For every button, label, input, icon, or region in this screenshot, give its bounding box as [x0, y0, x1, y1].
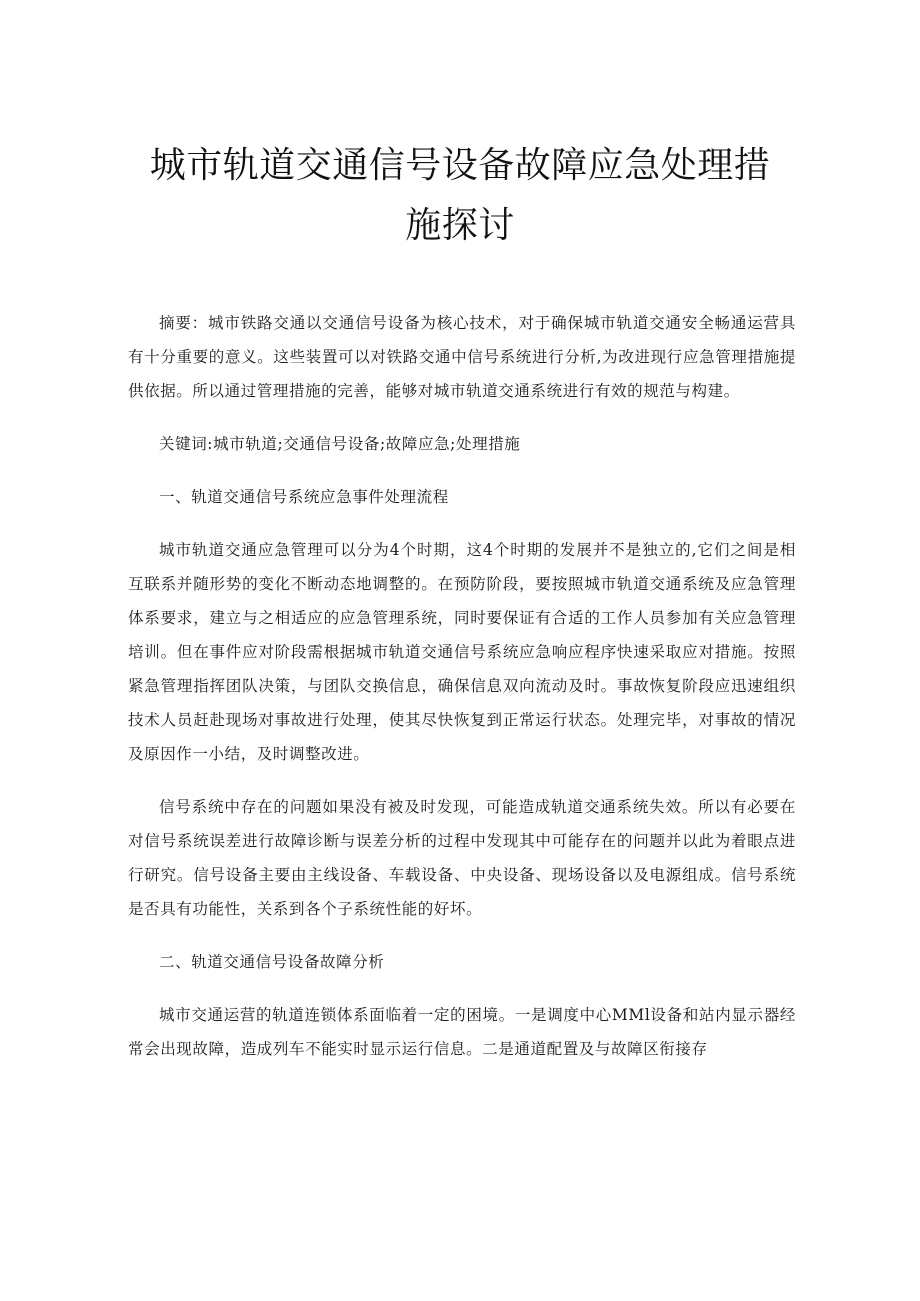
- keywords-line: 关键词:城市轨道;交通信号设备;故障应急;处理措施: [159, 435, 521, 453]
- document-title: [120, 136, 800, 256]
- section-2-paragraph-1: 城市交通运营的轨道连锁体系面临着一定的困境。一是调度中心MMl设备和站内显示器经常会出现故障，造成列车不能实时显示运行信息。二是通道配置及与故障区衔接存: [128, 1006, 796, 1058]
- abstract-paragraph: 摘要：城市铁路交通以交通信号设备为核心技术，对于确保城市轨道交通安全畅通运营具有十分重要的意义。这些装置可以对铁路交通中信号系统进行分析,为改进现行应急管理措施提供依据。所以通过管理措施的完善，能够对城市轨道交通系统进行有效的规范与构建。: [128, 314, 796, 400]
- title-line-1: 城市轨道交通信号设备故障应急处理措: [149, 145, 771, 186]
- section-1-paragraph-2: 信号系统中存在的问题如果没有被及时发现，可能造成轨道交通系统失效。所以有必要在对信号系统误差进行故障诊断与误差分析的过程中发现其中可能存在的问题并以此为着眼点进行研究。信号设备主要由主线设备、车载设备、中央设备、现场设备以及电源组成。信号系统是否具有功能性，关系到各个子系统性能的好坏。: [128, 798, 796, 918]
- section-1-heading: 一、轨道交通信号系统应急事件处理流程: [159, 488, 449, 506]
- section-2-heading: 二、轨道交通信号设备故障分析: [159, 953, 385, 971]
- section-1-paragraph-1: 城市轨道交通应急管理可以分为4个时期，这4个时期的发展并不是独立的,它们之间是相互联系并随形势的变化不断动态地调整的。在预防阶段，要按照城市轨道交通系统及应急管理体系要求，建立与之相适应的应急管理系统，同时要保证有合适的工作人员参加有关应急管理培训。但在事件应对阶段需根据城市轨道交通信号系统应急响应程序快速采取应对措施。按照紧急管理指挥团队决策，与团队交换信息，确保信息双向流动及时。事故恢复阶段应迅速组织技术人员赶赴现场对事故进行处理，使其尽快恢复到正常运行状态。处理完毕，对事故的情况及原因作一小结，及时调整改进。: [128, 541, 796, 763]
- document-body: [128, 306, 796, 1085]
- title-line-2: 施探讨: [405, 205, 515, 246]
